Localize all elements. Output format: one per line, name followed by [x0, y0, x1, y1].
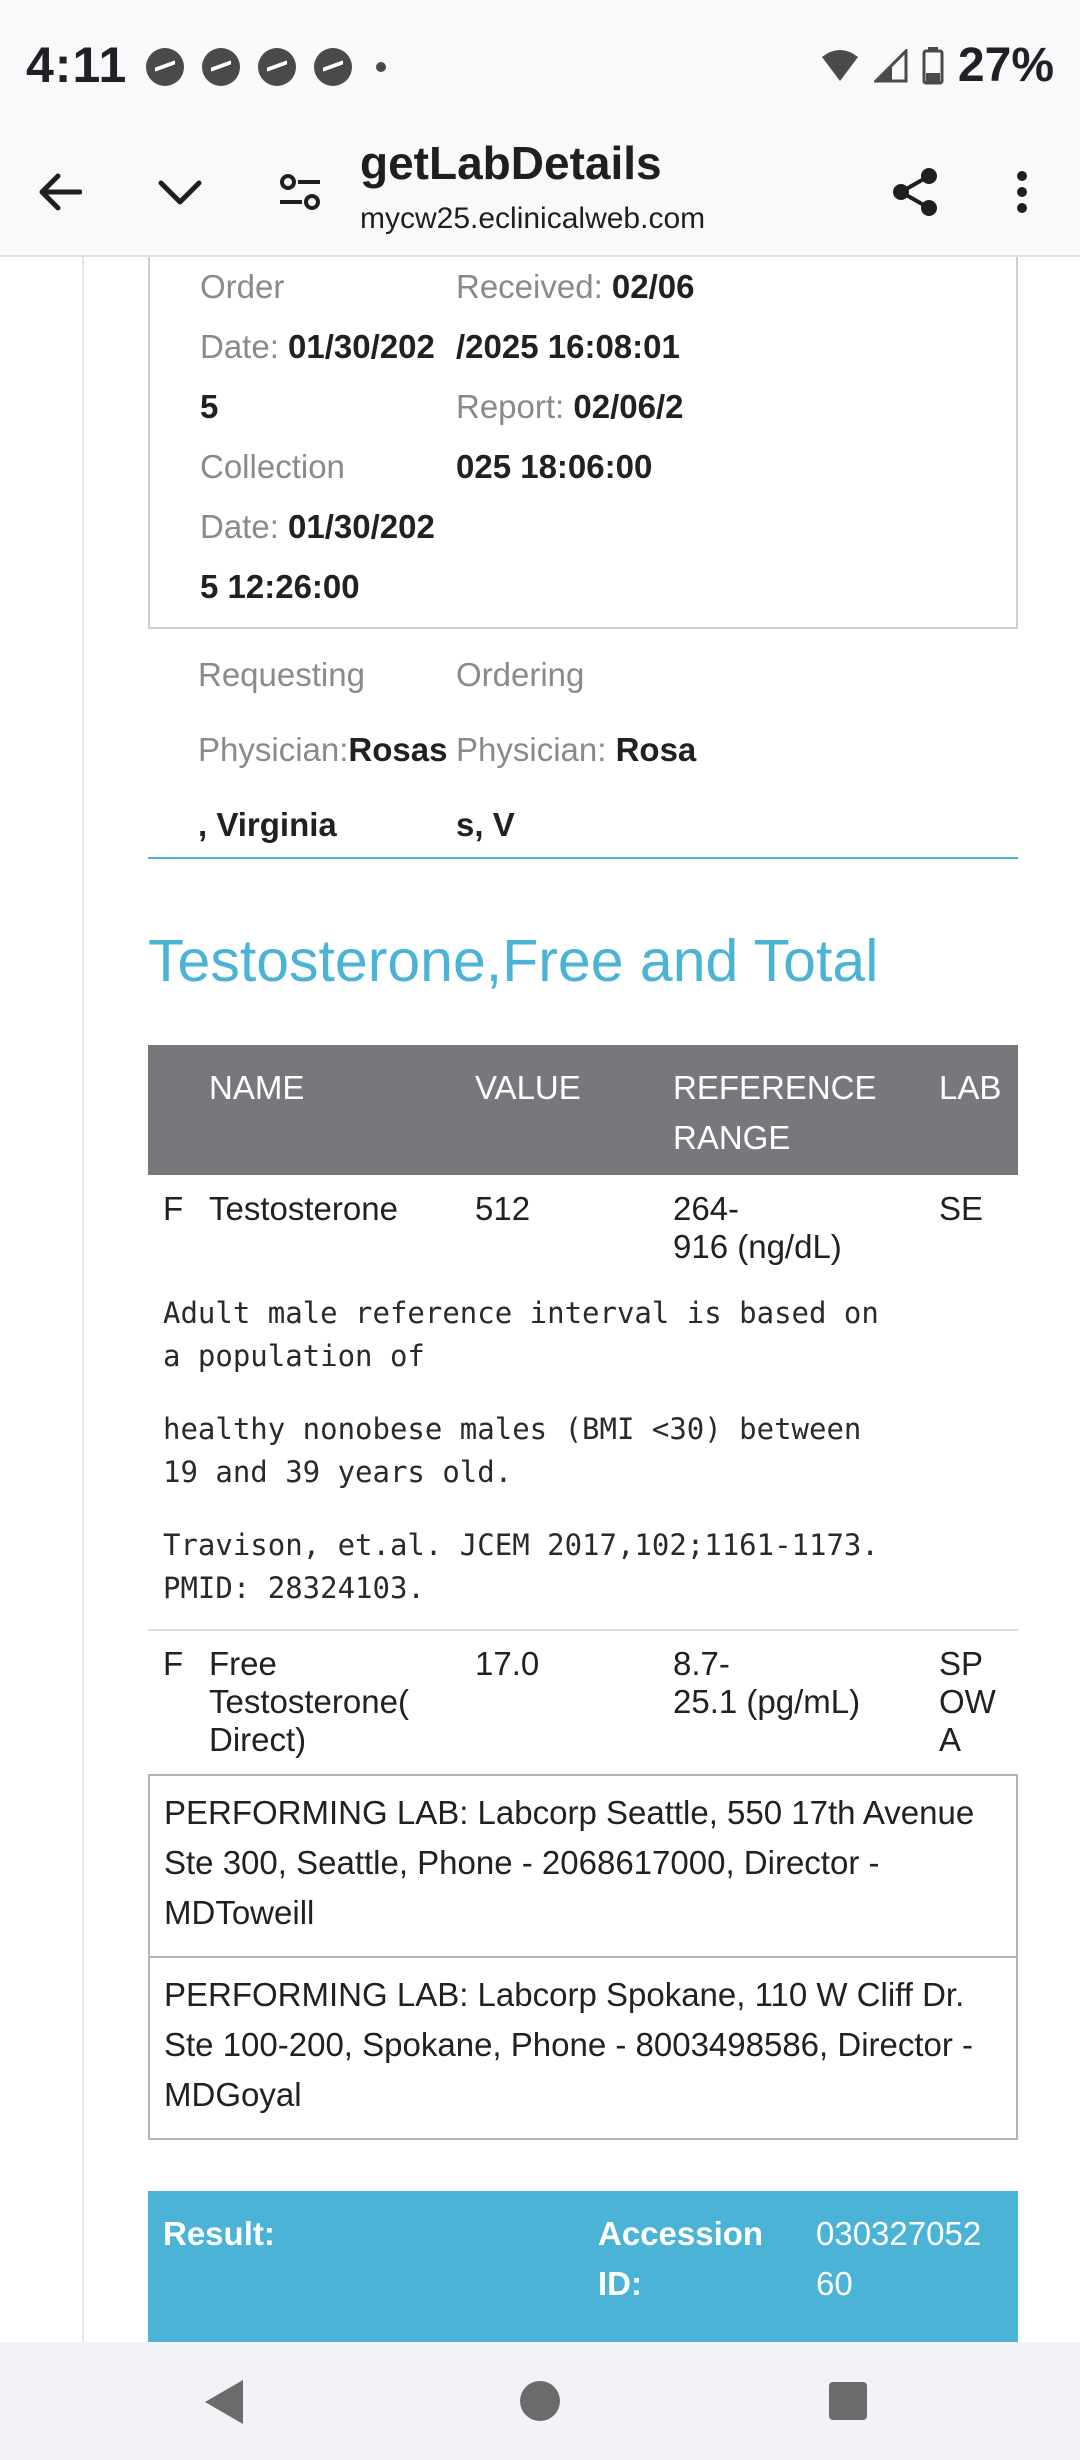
order-date-cell	[200, 257, 435, 617]
requesting-name-line: Physician:Rosas	[198, 731, 448, 768]
back-button[interactable]	[30, 162, 90, 222]
header-name: NAME	[209, 1069, 305, 1106]
share-button[interactable]	[885, 162, 945, 222]
received-line: Received: 02/06	[456, 268, 695, 305]
order-date-cont: 5	[200, 388, 219, 425]
battery-percent: 27%	[957, 39, 1054, 92]
header-range: REFERENCE RANGE	[673, 1069, 877, 1156]
result-note: Adult male reference interval is based on a population of	[163, 1296, 879, 1373]
row-range: 8.7- 25.1 (pg/mL)	[673, 1645, 861, 1720]
messenger-icon	[258, 48, 296, 86]
row-lab: SP OW A	[939, 1645, 996, 1758]
section-divider	[148, 857, 1018, 859]
row-lab: SE	[939, 1190, 984, 1227]
messenger-icon	[202, 48, 240, 86]
nav-home-button[interactable]	[520, 2381, 560, 2421]
page-title: getLabDetails	[360, 137, 662, 189]
order-label: Order	[200, 268, 285, 305]
row-flag: F	[163, 1190, 184, 1227]
result-note: Travison, et.al. JCEM 2017,102;1161-1173. PMID: 28324103.	[163, 1528, 879, 1605]
collection-date-cont: 5 12:26:00	[200, 568, 360, 605]
status-bar	[0, 0, 1080, 130]
nav-recents-button[interactable]	[829, 2382, 867, 2420]
row-test-name: Testosterone	[209, 1190, 398, 1227]
share-icon	[891, 167, 939, 217]
wifi-icon	[820, 49, 860, 83]
more-vert-icon	[1016, 170, 1028, 214]
page-url[interactable]: mycw25.eclinicalweb.com	[360, 202, 706, 235]
more-notifications-icon	[376, 62, 386, 72]
ordering-name-line: Physician: Rosa	[456, 731, 697, 768]
report-line: Report: 02/06/2	[456, 388, 684, 425]
nav-back-button[interactable]	[205, 2380, 243, 2424]
row-flag: F	[163, 1645, 184, 1682]
notification-icons	[146, 48, 386, 86]
row-value: 17.0	[475, 1645, 540, 1682]
row-range: 264- 916 (ng/dL)	[673, 1190, 842, 1265]
performing-lab-seattle: PERFORMING LAB: Labcorp Seattle, 550 17th Avenue Ste 300, Seattle, Phone - 2068617000, Director - MDToweill	[148, 1774, 1018, 1958]
header-value: VALUE	[475, 1069, 581, 1106]
table-row	[148, 1190, 1018, 1270]
table-row	[148, 1645, 1018, 1765]
system-nav-bar	[0, 2342, 1080, 2460]
battery-icon	[922, 47, 944, 85]
messenger-icon	[314, 48, 352, 86]
order-date-line: Date: 01/30/202	[200, 328, 435, 365]
row-value: 512	[475, 1190, 531, 1227]
status-right	[820, 38, 1054, 93]
result-header-bar	[148, 2191, 1018, 2342]
collection-date-line: Date: 01/30/202	[200, 508, 435, 545]
status-time: 4:11	[26, 37, 128, 93]
accession-label: Accession ID:	[598, 2215, 764, 2302]
messenger-icon	[146, 48, 184, 86]
collection-label: Collection	[200, 448, 345, 485]
page-content[interactable]	[0, 257, 1080, 2342]
requesting-name-cont: , Virginia	[198, 806, 337, 843]
received-cont: /2025 16:08:01	[456, 328, 680, 365]
ordering-label: Ordering	[456, 656, 585, 693]
ordering-physician	[456, 637, 696, 862]
requesting-label: Requesting	[198, 656, 365, 693]
accession-id: 030327052 60	[816, 2215, 982, 2302]
overflow-menu-button[interactable]	[992, 162, 1052, 222]
test-panel-title: Testosterone,Free and Total	[148, 928, 879, 994]
left-border	[82, 257, 84, 2342]
browser-toolbar	[0, 130, 1080, 257]
tune-icon	[278, 172, 322, 212]
signal-icon	[874, 49, 908, 83]
header-lab: LAB	[939, 1069, 1002, 1106]
requesting-physician	[198, 637, 447, 862]
results-table-header	[148, 1045, 1018, 1175]
site-settings-button[interactable]	[270, 162, 330, 222]
ordering-name-cont: s, V	[456, 806, 515, 843]
row-divider	[148, 1629, 1018, 1631]
collapse-button[interactable]	[150, 162, 210, 222]
performing-lab-spokane: PERFORMING LAB: Labcorp Spokane, 110 W Cliff Dr. Ste 100-200, Spokane, Phone - 8003498586, Director - MDGoyal	[148, 1956, 1018, 2140]
arrow-left-icon	[38, 172, 82, 212]
chevron-down-icon	[157, 177, 203, 207]
report-cont: 025 18:06:00	[456, 448, 653, 485]
received-report-cell	[456, 257, 695, 497]
result-note: healthy nonobese males (BMI <30) between 19 and 39 years old.	[163, 1412, 862, 1489]
row-test-name: Free Testosterone( Direct)	[209, 1645, 409, 1758]
result-label: Result:	[163, 2215, 275, 2252]
